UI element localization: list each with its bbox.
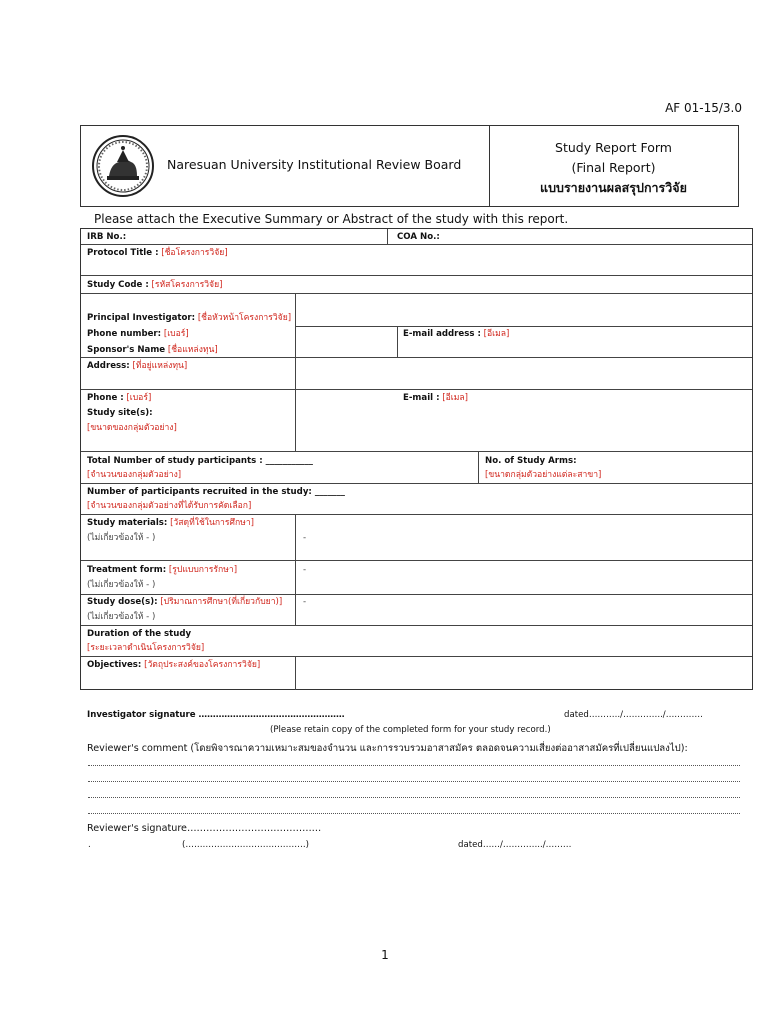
comment-line-3[interactable] <box>88 797 740 798</box>
coa-no-label: COA No.: <box>397 232 440 242</box>
university-seal-icon <box>91 134 155 198</box>
treatment-value[interactable]: - <box>303 565 307 575</box>
form-subtitle: (Final Report) <box>571 160 656 175</box>
study-arms-hint[interactable]: [ขนาดกลุ่มตัวอย่างแต่ละสาขา] <box>485 470 602 480</box>
dose-na: (ไม่เกี่ยวข้องให้ - ) <box>87 612 156 622</box>
comment-line-1[interactable] <box>88 765 740 766</box>
study-code-field[interactable] <box>87 280 222 291</box>
materials-field[interactable] <box>87 518 254 529</box>
duration-label: Duration of the study <box>87 629 192 639</box>
treatment-hint: [รูปแบบการรักษา] <box>168 565 238 575</box>
objectives-label: Objectives: <box>87 660 142 670</box>
address-hint: [ที่อยู่แหล่งทุน] <box>132 361 188 371</box>
dose-hint: [ปริมาณการศึกษา(ที่เกี่ยวกับยา)] <box>160 597 283 607</box>
investigator-signature-line[interactable]: Investigator signature …………………………………………… <box>87 710 345 720</box>
email-label: E-mail address : <box>403 329 481 339</box>
org-name: Naresuan University Institutional Review Board <box>167 157 462 172</box>
objectives-field[interactable] <box>87 660 260 671</box>
sponsor-field[interactable] <box>87 345 218 356</box>
sponsor-hint: [ชื่อแหล่งทุน] <box>167 345 218 355</box>
header-right <box>489 126 738 206</box>
reviewer-comment-label: Reviewer's comment (โดยพิจารณาความเหมาะสมของจำนวน และการรวบรวมอาสาสมัคร ตลอดจนความเสี่ยงต่ออาสาสมัครที่เปลี่ยนแปลงไป): <box>87 743 688 754</box>
comment-line-2[interactable] <box>88 781 740 782</box>
sponsor-email-field[interactable] <box>403 393 468 404</box>
protocol-title-field[interactable] <box>87 248 228 259</box>
retain-note: (Please retain copy of the completed form for your study record.) <box>270 725 551 735</box>
comment-line-4[interactable] <box>88 813 740 814</box>
pi-label: Principal Investigator: <box>87 313 196 323</box>
address-field[interactable] <box>87 361 187 372</box>
header-box <box>80 125 739 207</box>
signature-dot: . <box>88 840 91 850</box>
sponsor-label: Sponsor's Name <box>87 345 166 355</box>
protocol-title-hint: [ชื่อโครงการวิจัย] <box>161 248 228 258</box>
study-code-label: Study Code : <box>87 280 149 290</box>
treatment-label: Treatment form: <box>87 565 167 575</box>
dose-value[interactable]: - <box>303 597 307 607</box>
study-arms-label: No. of Study Arms: <box>485 456 577 466</box>
reviewer-signature-line[interactable]: Reviewer's signature…………………………………… <box>87 823 322 834</box>
reviewer-name-line[interactable]: (……………………………………) <box>182 840 310 850</box>
materials-value[interactable]: - <box>303 533 307 543</box>
objectives-hint: [วัตถุประสงค์ของโครงการวิจัย] <box>144 660 261 670</box>
study-code-hint: [รหัสโครงการวิจัย] <box>151 280 223 290</box>
reviewer-dated-line[interactable]: dated……/…………../……… <box>458 840 572 850</box>
phone-label: Phone number: <box>87 329 162 339</box>
protocol-title-label: Protocol Title : <box>87 248 159 258</box>
sponsor-email-label: E-mail : <box>403 393 440 403</box>
study-site-label: Study site(s): <box>87 408 153 418</box>
page-number: 1 <box>381 948 389 962</box>
recruited-label: Number of participants recruited in the study: _______ <box>87 487 345 497</box>
sponsor-email-hint: [อีเมล] <box>442 393 468 403</box>
form-title-thai: แบบรายงานผลสรุปการวิจัย <box>540 180 687 195</box>
study-site-hint[interactable]: [ขนาดของกลุ่มตัวอย่าง] <box>87 423 177 433</box>
treatment-field[interactable] <box>87 565 237 576</box>
pi-field[interactable] <box>87 313 291 324</box>
investigator-dated-line[interactable]: dated………../…………../…………. <box>564 710 703 720</box>
duration-hint[interactable]: [ระยะเวลาดำเนินโครงการวิจัย] <box>87 643 205 653</box>
dose-field[interactable] <box>87 597 282 608</box>
recruited-hint[interactable]: [จำนวนของกลุ่มตัวอย่างที่ได้รับการคัดเลือก] <box>87 501 252 511</box>
total-participants-hint[interactable]: [จำนวนของกลุ่มตัวอย่าง] <box>87 470 182 480</box>
materials-hint: [วัสดุที่ใช้ในการศึกษา] <box>170 518 254 528</box>
sponsor-phone-label: Phone : <box>87 393 124 403</box>
treatment-na: (ไม่เกี่ยวข้องให้ - ) <box>87 580 156 590</box>
email-field[interactable] <box>403 329 509 340</box>
irb-no-label: IRB No.: <box>87 232 127 242</box>
form-title: Study Report Form <box>555 140 672 155</box>
dose-label: Study dose(s): <box>87 597 158 607</box>
materials-na: (ไม่เกี่ยวข้องให้ - ) <box>87 533 156 543</box>
document-code: AF 01-15/3.0 <box>665 101 742 115</box>
header-left <box>81 126 490 206</box>
sponsor-phone-hint: [เบอร์] <box>126 393 152 403</box>
email-hint: [อีเมล] <box>483 329 510 339</box>
total-participants-label: Total Number of study participants : ___________ <box>87 456 313 466</box>
attach-note: Please attach the Executive Summary or Abstract of the study with this report. <box>94 212 569 226</box>
sponsor-phone-field[interactable] <box>87 393 151 404</box>
report-form-table <box>80 228 753 690</box>
address-label: Address: <box>87 361 130 371</box>
phone-field[interactable] <box>87 329 189 340</box>
materials-label: Study materials: <box>87 518 168 528</box>
phone-hint: [เบอร์] <box>163 329 189 339</box>
pi-hint: [ชื่อหัวหน้าโครงการวิจัย] <box>197 313 292 323</box>
